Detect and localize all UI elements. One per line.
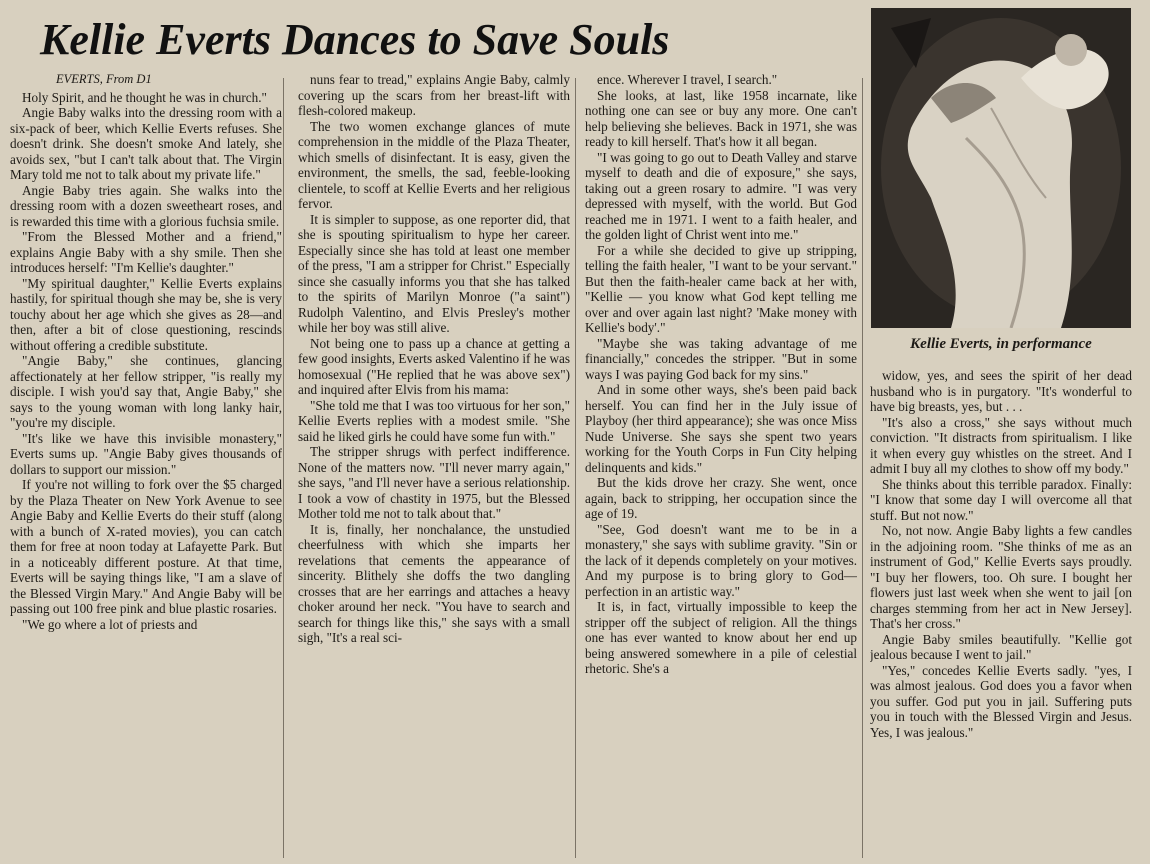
photo-caption: Kellie Everts, in performance	[910, 336, 1092, 352]
paragraph: "My spiritual daughter," Kellie Everts explains hastily, for spiritual though she may be, she is very touchy about her age which she gives as 28—and then, after a bit of close questioning, rescinds without offering a credible substitute.	[10, 275, 282, 353]
paragraph: Holy Spirit, and he thought he was in church."	[22, 89, 267, 105]
paragraph: "Yes," concedes Kellie Everts sadly. "yes, I was almost jealous. God does you a favor when you suffer. God put you in jail. Suffering puts you in touch with the Blessed Virgin and Jesus. Yes, I was jealous."	[870, 662, 1132, 740]
paragraph: "She told me that I was too virtuous for her son," Kellie Everts replies with a modest smile. "She said he liked girls he could have some fun with."	[298, 397, 570, 444]
paragraph: The two women exchange glances of mute comprehension in the middle of the Plaza Theater, which smells of disinfectant. It is easy, given the environment, the smells, the sad, feeble-looking clientele, to scoff at Kellie Everts and her religious fervor.	[298, 118, 570, 211]
article-column-3	[585, 72, 857, 858]
byline: EVERTS, From D1	[56, 72, 152, 86]
paragraph: For a while she decided to give up stripping, telling the faith healer, "I want to be your servant." But then the faith-healer came back at her with, "Kellie — you know what God kept telling me over and over again last night? 'Make money with Kellie's body'."	[585, 242, 857, 335]
paragraph: It is, in fact, virtually impossible to keep the stripper off the subject of religion. All the things one has ever wanted to know about her end up being answered somewhere in a pile of celestial rhetoric. She's a	[585, 599, 857, 676]
paragraph: Not being one to pass up a chance at getting a few good insights, Everts asked Valentino if he was homosexual ("He replied that he was above sex") and inquired after Elvis from his mama:	[298, 335, 570, 397]
paragraph: Angie Baby walks into the dressing room with a six-pack of beer, which Kellie Everts refuses. She doesn't drink. She doesn't smoke And lately, she avoids sex, "but I can't talk about that. The Virgin Mary told me not to talk about my private life."	[10, 105, 282, 182]
article-column-2	[298, 72, 570, 858]
paragraph: "Maybe she was taking advantage of me financially," concedes the stripper. "But in some ways I was paying God back for my sins."	[585, 335, 857, 382]
paragraph: "See, God doesn't want me to be in a monastery," she says with sublime gravity. "Sin or the lack of it depends completely on your motives. And my purpose is to bring glory to God—perfection in an artistic way."	[585, 521, 857, 599]
performance-photo	[871, 8, 1131, 328]
paragraph: She thinks about this terrible paradox. Finally: "I know that some day I will overcome all that stuff. But not now."	[870, 476, 1132, 523]
column-rule	[283, 78, 284, 858]
headline: Kellie Everts Dances to Save Souls	[40, 15, 670, 64]
paragraph: She looks, at last, like 1958 incarnate, like nothing one can see or buy any more. One can't help believing she believes. Back in 1971, she was ready to kill herself. That's how it all began.	[585, 87, 857, 149]
paragraph: "From the Blessed Mother and a friend," explains Angie Baby with a shy smile. Then she introduces herself: "I'm Kellie's daughter."	[10, 229, 282, 275]
column-rule	[575, 78, 576, 858]
paragraph: Angie Baby smiles beautifully. "Kellie got jealous because I went to jail."	[870, 631, 1132, 662]
article-column-4	[870, 368, 1132, 858]
dancer-photo-illustration	[871, 8, 1131, 328]
paragraph: And in some other ways, she's been paid back herself. You can find her in the July issue of Playboy (her third appearance); she was once Miss Nude Universe. She says she spent two years working for the Youth Corps in Fun City helping delinquents and kids."	[585, 382, 857, 475]
paragraph: But the kids drove her crazy. She went, once again, back to stripping, her occupation since the age of 19.	[585, 475, 857, 521]
paragraph: No, not now. Angie Baby lights a few candles in the adjoining room. "She thinks of me as an instrument of God," Kellie Everts says proudly. "I buy her flowers, too. Oh sure. I bought her flowers just last week when she went to jail [on charges stemming from her act in New Jersey]. That's her cross."	[870, 523, 1132, 631]
paragraph: It is, finally, her nonchalance, the unstudied cheerfulness with which she imparts her revelations that cements the appearance of sincerity. Blithely she doffs the two dangling crosses that are her earrings and attaches a heavy choker around her neck. "You have to search and search for things like this," she says with a small sigh, "It's a real sci-	[298, 521, 570, 645]
paragraph: If you're not willing to fork over the $5 charged by the Plaza Theater on New York Avenue to see Angie Baby and Kellie Everts do their stuff (along with a bunch of X-rated movies), you can catch them for free at noon today at Lafayette Park. But in a noticeably different posture. At that time, Everts will be saying things like, "I am a slave of the Blessed Virgin Mary." And Angie Baby will be passing out 100 free pink and blue plastic rosaries.	[10, 477, 282, 616]
column-rule	[862, 78, 863, 858]
paragraph: "Angie Baby," she continues, glancing affectionately at her fellow stripper, "is really my disciple. I wish you'd say that, Angie Baby," she says to the young woman with long lanky hair, "you're my disciple.	[10, 353, 282, 430]
paragraph: "It's also a cross," she says without much conviction. "It distracts from spiritualism. I like it when every guy whistles on the street. And I admit I buy all my clothes to show off my body."	[870, 414, 1132, 476]
paragraph: It is simpler to suppose, as one reporter did, that she is spouting spiritualism to hype her career. Especially since she has told at least one member of the press, "I am a stripper for Christ." Especially since she casually informs you that she has talked to the spirits of Marilyn Monroe ("a saint") Rudolph Valentino, and Elvis Presley's mother while her boy was still alive.	[298, 211, 570, 335]
paragraph: "We go where a lot of priests and	[22, 616, 198, 632]
paragraph: "I was going to go out to Death Valley and starve myself to death and die of exposure," she says, taking out a green rosary to admire. "I was very depressed with myself, with the world. But God reached me in 1971. I went to a faith healer, and the golden light of Christ went into me."	[585, 149, 857, 242]
paragraph: nuns fear to tread," explains Angie Baby, calmly covering up the scars from her breast-lift with flesh-colored makeup.	[298, 72, 570, 118]
paragraph: ence. Wherever I travel, I search."	[597, 72, 778, 87]
paragraph: widow, yes, and sees the spirit of her dead husband who is in purgatory. "It's wonderful to have big breasts, yes, but . . .	[870, 368, 1132, 414]
paragraph: Angie Baby tries again. She walks into the dressing room with a dozen sweetheart roses, and is rewarded this time with a glorious fuchsia smile.	[10, 182, 282, 229]
article-column-1	[10, 72, 282, 858]
paragraph: "It's like we have this invisible monastery," Everts sums up. "Angie Baby gives thousands of dollars to support our mission."	[10, 430, 282, 477]
paragraph: The stripper shrugs with perfect indifference. None of the matters now. "I'll never marry again," she says, "and I'll never have a serious relationship. I took a vow of chastity in 1975, but the Blessed Mother told me not to talk about that."	[298, 444, 570, 521]
